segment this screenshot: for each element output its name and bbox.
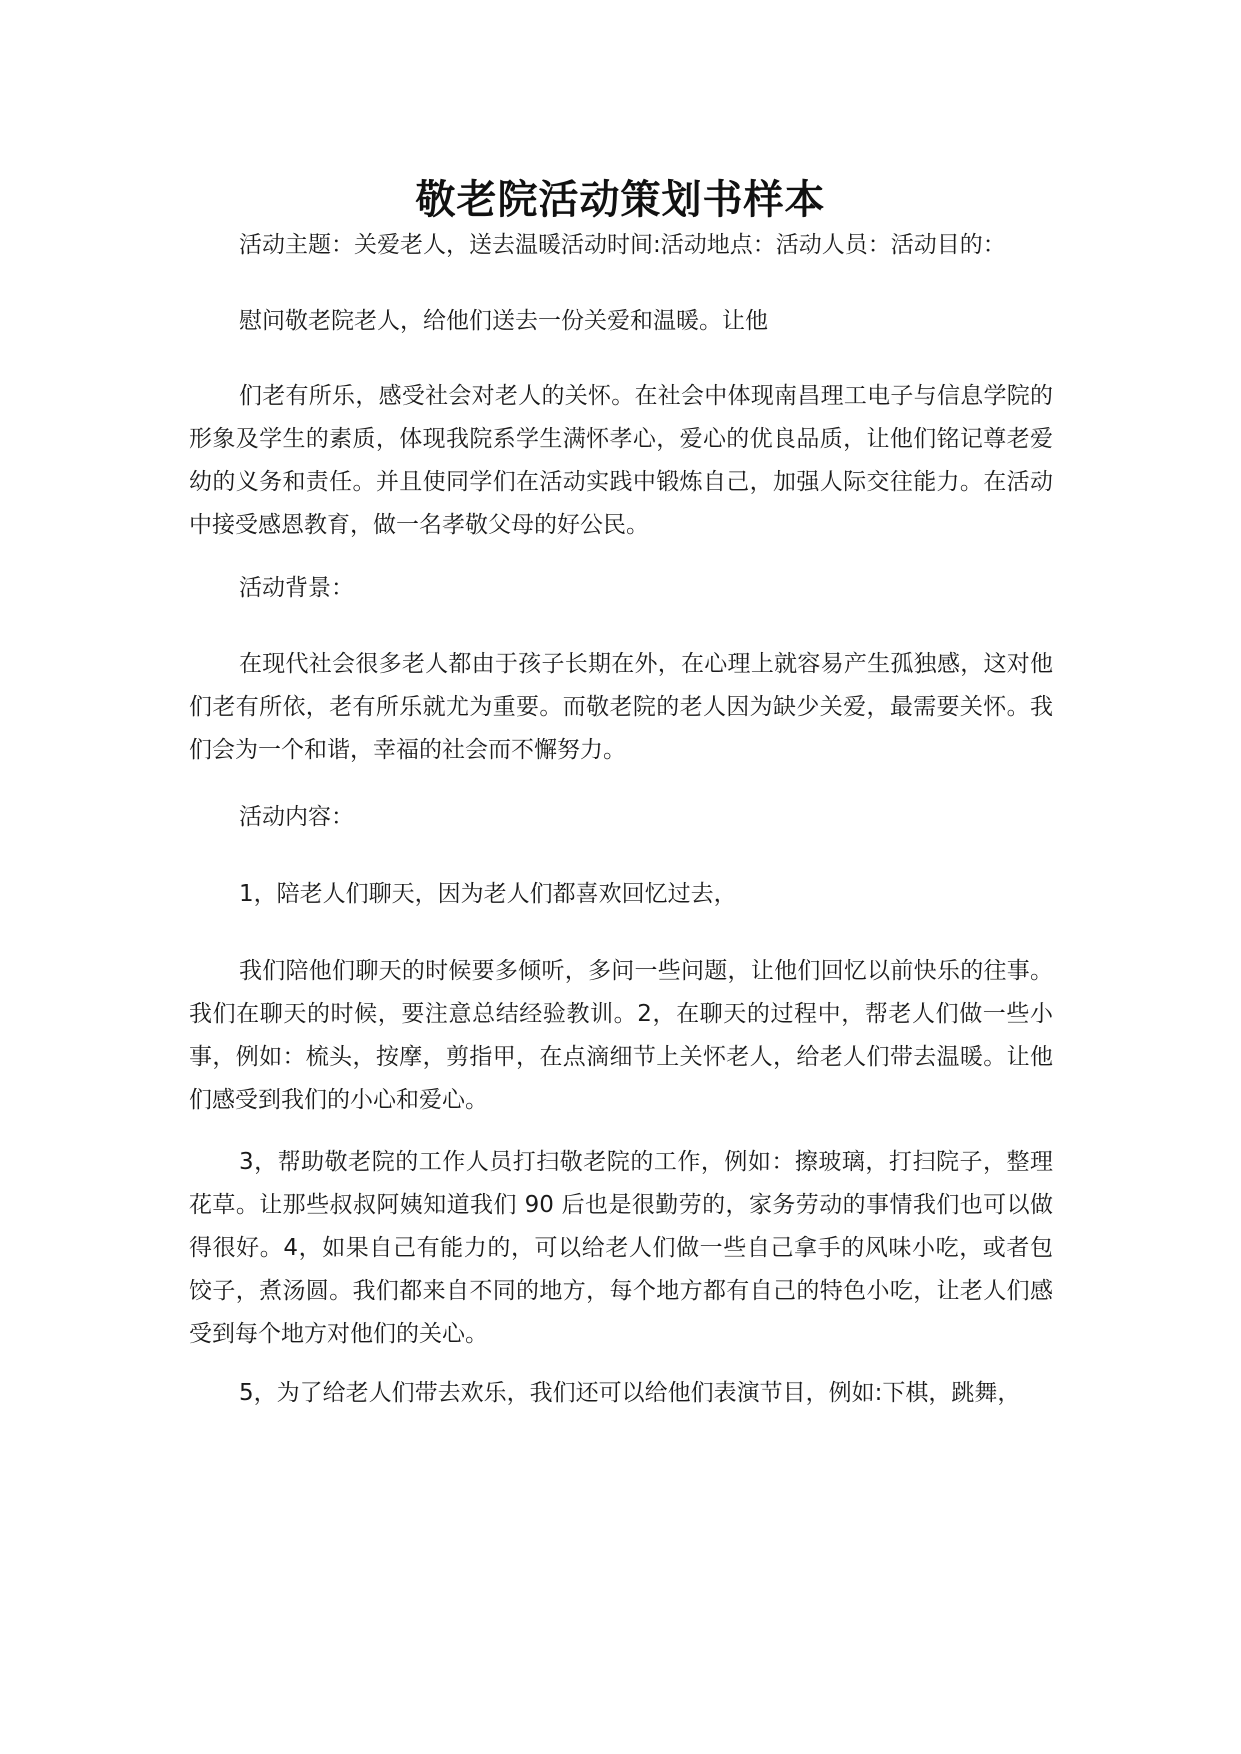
paragraph-purpose: 们老有所乐，感受社会对老人的关怀。在社会中体现南昌理工电子与信息学院的形象及学生的素质，体现我院系学生满怀孝心，爱心的优良品质，让他们铭记尊老爱幼的义务和责任。并且使同学们在活动实践中锻炼自己，加强人际交往能力。在活动中接受感恩教育，做一名孝敬父母的好公民。 [189,383,1053,538]
paragraph-item-5: 5，为了给老人们带去欢乐，我们还可以给他们表演节目，例如:下棋，跳舞， [239,1380,1021,1406]
paragraph-item-1: 1，陪老人们聊天，因为老人们都喜欢回忆过去， [239,881,737,907]
paragraph-item-1-detail: 我们陪他们聊天的时候要多倾听，多问一些问题，让他们回忆以前快乐的往事。我们在聊天的时候，要注意总结经验教训。2，在聊天的过程中，帮老人们做一些小事，例如：梳头，按摩，剪指甲，在点滴细节上关怀老人，给老人们带去温暖。让他们感受到我们的小心和爱心。 [189,958,1053,1113]
paragraph-theme: 活动主题：关爱老人，送去温暖活动时间:活动地点：活动人员：活动目的： [239,232,1006,258]
paragraph-purpose-start: 慰问敬老院老人，给他们送去一份关爱和温暖。让他 [239,308,768,334]
paragraph-background-heading: 活动背景： [239,575,354,601]
paragraph-background: 在现代社会很多老人都由于孩子长期在外，在心理上就容易产生孤独感，这对他们老有所依，老有所乐就尤为重要。而敬老院的老人因为缺少关爱，最需要关怀。我们会为一个和谐，幸福的社会而不懈努力。 [189,651,1053,763]
paragraph-item-3: 3，帮助敬老院的工作人员打扫敬老院的工作，例如：擦玻璃，打扫院子，整理花草。让那些叔叔阿姨知道我们 90 后也是很勤劳的，家务劳动的事情我们也可以做得很好。4，如果自己有能力的，可以给老人们做一些自己拿手的风味小吃，或者包饺子，煮汤圆。我们都来自不同的地方，每个地方都有自己的特色小吃，让老人们感受到每个地方对他们的关心。 [189,1149,1053,1347]
document-title: 敬老院活动策划书样本 [415,177,826,223]
paragraph-content-heading: 活动内容： [239,804,354,830]
